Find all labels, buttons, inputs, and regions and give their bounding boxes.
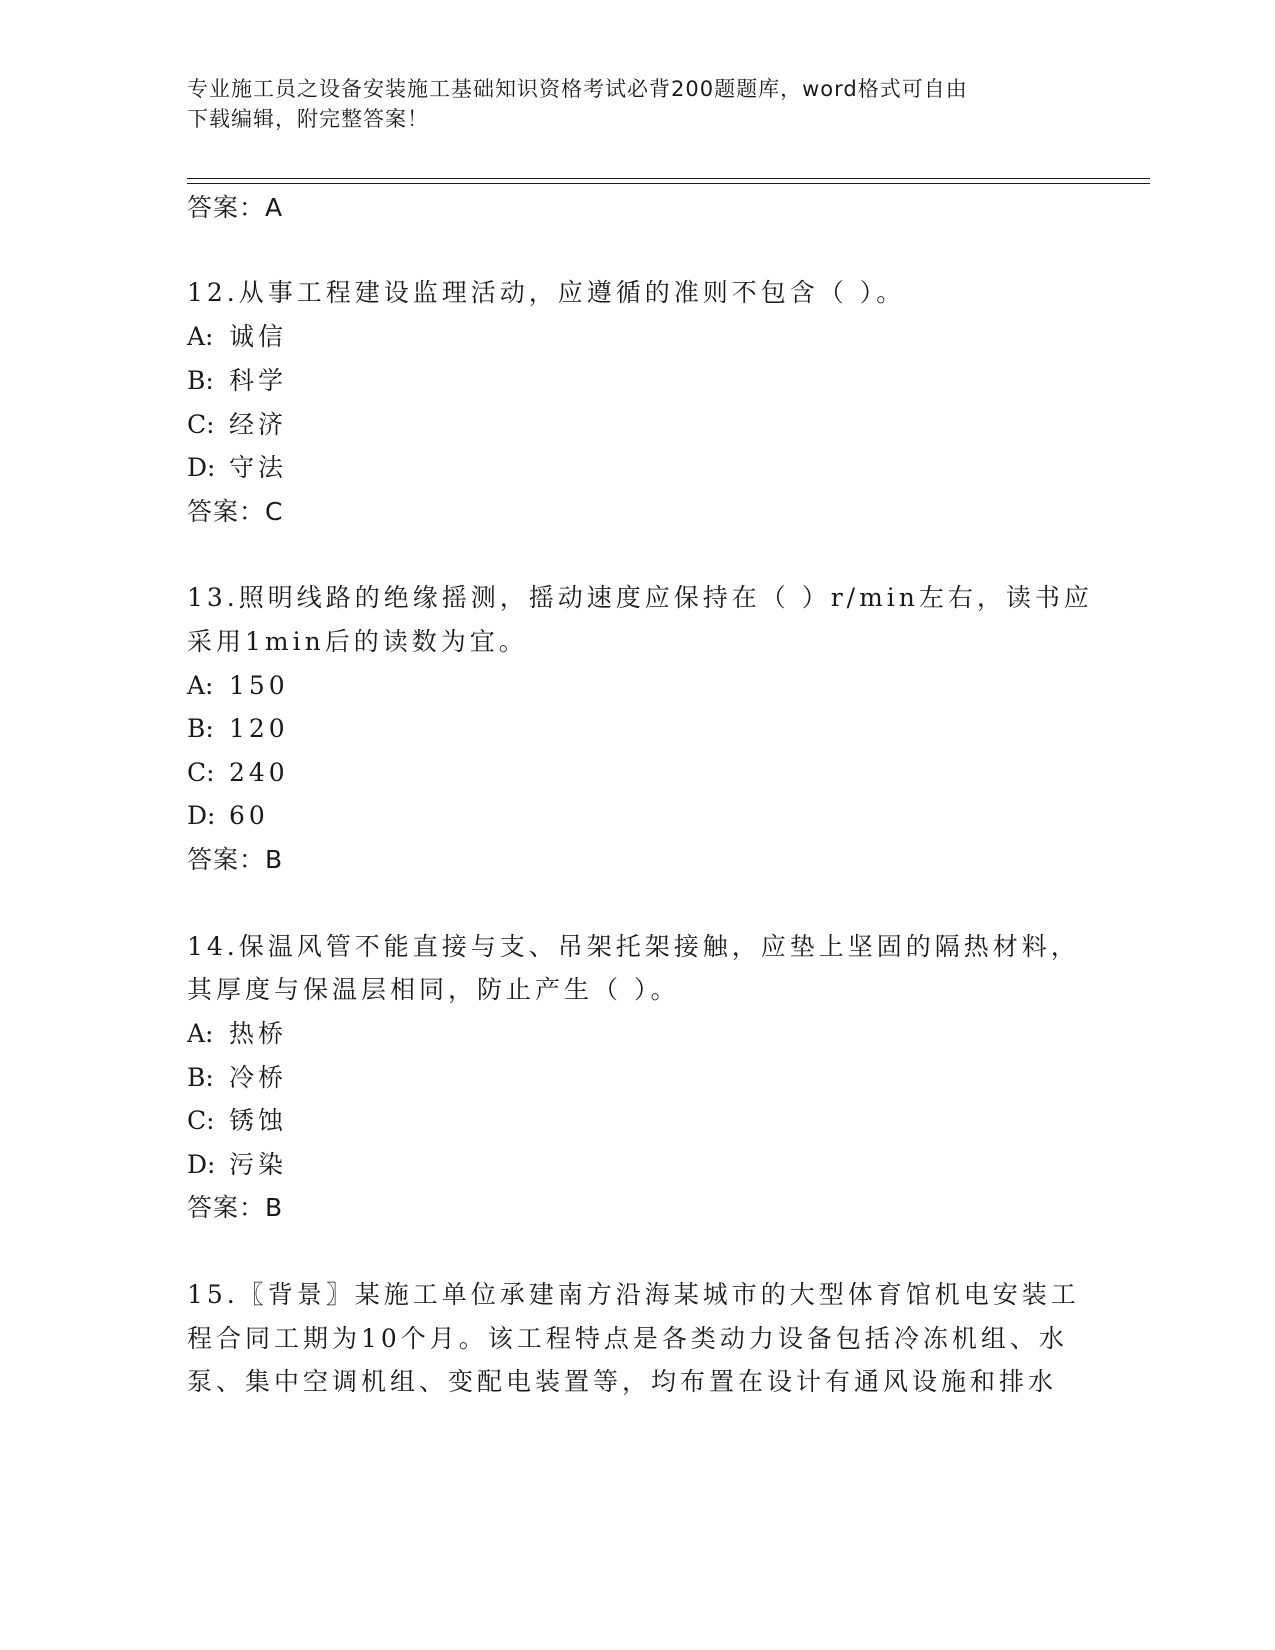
- option-letter: D:: [187, 1150, 216, 1179]
- option-text: 冷桥: [229, 1063, 288, 1092]
- option-letter: B:: [187, 714, 214, 743]
- question-15-stem-line-3: 泵、集中空调机组、变配电装置等，均布置在设计有通风设施和排水: [187, 1367, 1058, 1396]
- question-13-answer: 答案：B: [187, 845, 284, 874]
- option-letter: C:: [187, 410, 215, 439]
- question-12-option-a: [187, 321, 287, 353]
- option-text: 热桥: [229, 1019, 288, 1048]
- header-line-1: 专业施工员之设备安装施工基础知识资格考试必背200题题库，word格式可自由: [187, 77, 968, 101]
- question-12-option-c: [187, 409, 287, 441]
- question-12-answer: 答案：C: [187, 497, 284, 526]
- question-13-option-d: [187, 800, 269, 832]
- question-12-option-d: [187, 452, 287, 484]
- option-text: 守法: [229, 453, 288, 482]
- question-13-stem-line-1: 13.照明线路的绝缘摇测，摇动速度应保持在（ ）r/min左右，读书应: [187, 583, 1093, 612]
- question-13-option-c: [187, 757, 289, 789]
- question-15-stem-line-1: 15.〖背景〗某施工单位承建南方沿海某城市的大型体育馆机电安装工: [187, 1280, 1080, 1309]
- option-text: 污染: [229, 1150, 288, 1179]
- question-14-stem-line-1: 14.保温风管不能直接与支、吊架托架接触，应垫上坚固的隔热材料，: [187, 932, 1080, 961]
- option-letter: A:: [187, 671, 214, 700]
- question-15-stem-line-2: 程合同工期为10个月。该工程特点是各类动力设备包括冷冻机组、水: [187, 1324, 1068, 1353]
- question-12-option-b: [187, 365, 287, 397]
- option-letter: D:: [187, 453, 216, 482]
- option-letter: A:: [187, 322, 214, 351]
- question-14-stem-line-2: 其厚度与保温层相同，防止产生（ ）。: [187, 975, 680, 1004]
- option-letter: C:: [187, 1106, 215, 1135]
- option-text: 120: [229, 714, 289, 743]
- question-14-option-a: [187, 1018, 287, 1050]
- question-13-option-a: [187, 670, 289, 702]
- option-text: 锈蚀: [229, 1106, 288, 1135]
- header-divider-top: [187, 178, 1150, 179]
- option-letter: B:: [187, 1063, 214, 1092]
- question-14-option-d: [187, 1149, 287, 1181]
- option-text: 诚信: [229, 322, 288, 351]
- option-text: 60: [229, 801, 269, 830]
- option-letter: C:: [187, 758, 215, 787]
- question-13-stem-line-2: 采用1min后的读数为宜。: [187, 627, 528, 656]
- document-header: [187, 74, 1087, 134]
- header-line-2: 下载编辑，附完整答案！: [187, 107, 429, 131]
- option-letter: B:: [187, 366, 214, 395]
- option-text: 150: [229, 671, 289, 700]
- question-12-stem: 12.从事工程建设监理活动，应遵循的准则不包含（ ）。: [187, 278, 906, 307]
- option-text: 240: [229, 758, 289, 787]
- question-14-answer: 答案：B: [187, 1193, 284, 1222]
- question-13-option-b: [187, 713, 289, 745]
- question-14-option-b: [187, 1062, 287, 1094]
- option-letter: D:: [187, 801, 216, 830]
- option-text: 经济: [229, 410, 288, 439]
- previous-answer: 答案：A: [187, 193, 284, 222]
- option-text: 科学: [229, 366, 288, 395]
- header-divider-bottom: [187, 183, 1150, 184]
- option-letter: A:: [187, 1019, 214, 1048]
- question-14-option-c: [187, 1105, 287, 1137]
